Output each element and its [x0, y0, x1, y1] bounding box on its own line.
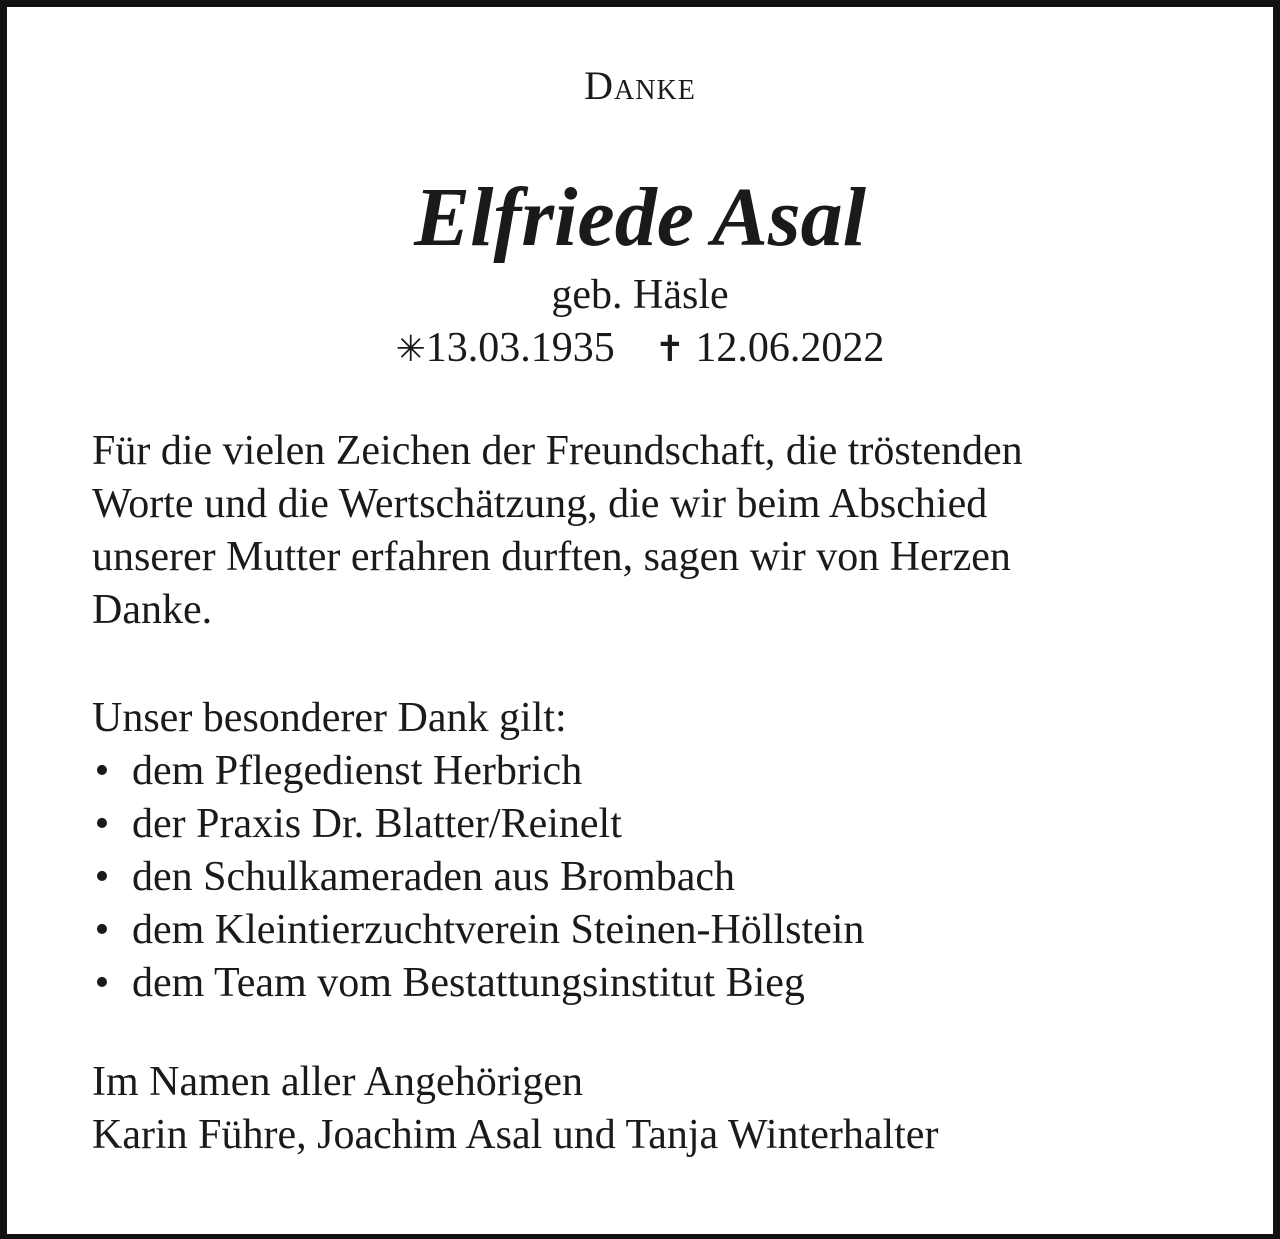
list-item	[92, 851, 1212, 904]
special-thanks-list	[92, 745, 1212, 1010]
list-item	[92, 904, 1212, 957]
life-dates	[0, 324, 1280, 373]
bullet-icon: •	[94, 960, 110, 1006]
list-item-text: dem Team vom Bestattungsinstitut Bieg	[132, 960, 805, 1006]
deceased-name: Elfriede Asal	[414, 171, 866, 264]
notice-heading: Danke	[584, 63, 696, 108]
signature-names: Karin Führe, Joachim Asal und Tanja Winterhalter	[92, 1112, 939, 1158]
paragraph-line: Für die vielen Zeichen der Freundschaft, die tröstenden	[92, 428, 1023, 474]
list-item-text: dem Pflegedienst Herbrich	[132, 748, 583, 794]
birth-date: 13.03.1935	[425, 325, 615, 371]
paragraph-line: Danke.	[92, 587, 213, 633]
signature-block	[92, 1056, 1212, 1162]
death-date: 12.06.2022	[695, 325, 885, 371]
list-item-text: der Praxis Dr. Blatter/Reinelt	[132, 801, 622, 847]
bullet-icon: •	[94, 801, 110, 847]
paragraph-line: Worte und die Wertschätzung, die wir beim Abschied	[92, 481, 988, 527]
bullet-icon: •	[94, 748, 110, 794]
signature-intro: Im Namen aller Angehörigen	[92, 1059, 583, 1105]
birth-star-icon: ✳	[395, 329, 426, 369]
special-thanks-intro: Unser besonderer Dank gilt:	[92, 695, 567, 741]
list-item	[92, 957, 1212, 1010]
list-item	[92, 798, 1212, 851]
special-thanks-section	[92, 692, 1212, 1010]
death-cross-icon: ✝	[654, 329, 685, 369]
maiden-name: geb. Häsle	[551, 272, 729, 318]
paragraph-line: unserer Mutter erfahren durften, sagen wir von Herzen	[92, 534, 1011, 580]
thanks-paragraph	[92, 425, 1212, 637]
list-item	[92, 745, 1212, 798]
list-item-text: dem Kleintierzuchtverein Steinen-Höllstein	[132, 907, 865, 953]
bullet-icon: •	[94, 907, 110, 953]
bullet-icon: •	[94, 854, 110, 900]
list-item-text: den Schulkameraden aus Brombach	[132, 854, 735, 900]
